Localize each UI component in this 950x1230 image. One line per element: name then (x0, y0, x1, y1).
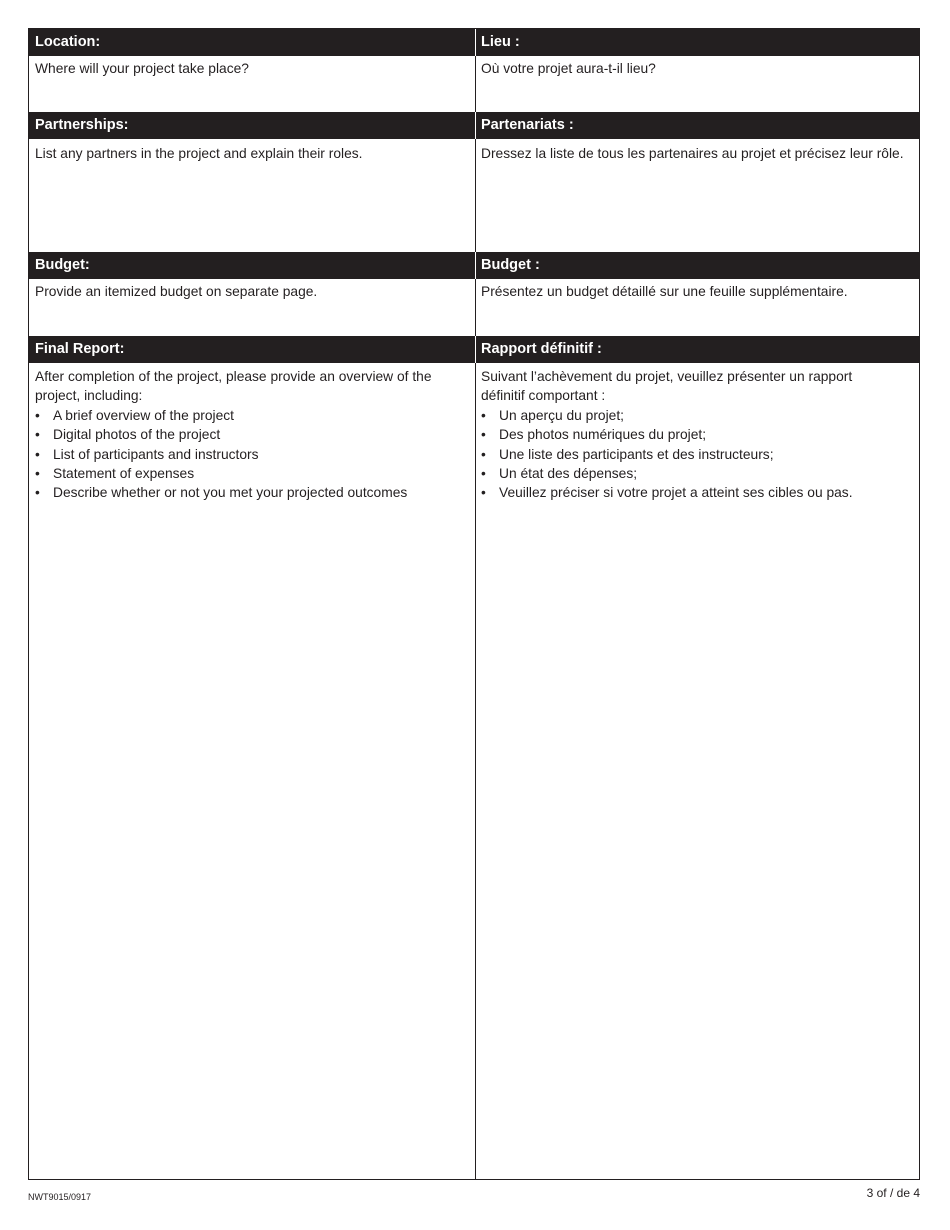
partnerships-prompt-en[interactable]: List any partners in the project and explain their roles. (35, 146, 363, 161)
location-prompt-en[interactable]: Where will your project take place? (35, 61, 249, 76)
budget-prompt-fr[interactable]: Présentez un budget détaillé sur une feuille supplémentaire. (481, 284, 848, 299)
list-item: • Des photos numériques du projet; (481, 425, 917, 444)
column-divider (475, 29, 476, 1179)
list-item: • Veuillez préciser si votre projet a atteint ses cibles ou pas. (481, 483, 917, 502)
list-item: • Digital photos of the project (35, 425, 465, 444)
final-report-list-fr (481, 406, 917, 503)
location-prompt-fr[interactable]: Où votre projet aura-t-il lieu? (481, 61, 656, 76)
list-item: • Describe whether or not you met your projected outcomes (35, 483, 465, 502)
final-report-list-en (35, 406, 465, 503)
partnerships-header (29, 112, 919, 139)
location-label-en: Location: (35, 34, 101, 50)
list-item: • List of participants and instructors (35, 445, 465, 464)
page-number: 3 of / de 4 (866, 1186, 920, 1200)
partnerships-prompt-fr[interactable]: Dressez la liste de tous les partenaires au projet et précisez leur rôle. (481, 146, 904, 161)
final-report-intro-en: After completion of the project, please provide an overview of the project, including: (35, 369, 432, 404)
final-report-intro-fr: Suivant l’achèvement du projet, veuillez présenter un rapport définitif comportant : (481, 369, 853, 404)
partnerships-label-en: Partnerships: (35, 117, 129, 133)
location-header (29, 29, 919, 56)
budget-label-en: Budget: (35, 257, 90, 273)
list-item: • Un aperçu du projet; (481, 406, 917, 425)
final-report-field-fr[interactable] (481, 367, 917, 503)
form-number: NWT9015/0917 (28, 1192, 92, 1202)
final-report-label-en: Final Report: (35, 341, 125, 357)
list-item: • Un état des dépenses; (481, 464, 917, 483)
final-report-label-fr: Rapport définitif : (481, 341, 602, 357)
final-report-field-en[interactable] (35, 367, 465, 503)
location-label-fr: Lieu : (481, 34, 520, 50)
budget-label-fr: Budget : (481, 257, 540, 273)
partnerships-label-fr: Partenariats : (481, 117, 574, 133)
list-item: • A brief overview of the project (35, 406, 465, 425)
list-item: • Une liste des participants et des instructeurs; (481, 445, 917, 464)
budget-prompt-en[interactable]: Provide an itemized budget on separate page. (35, 284, 318, 299)
list-item: • Statement of expenses (35, 464, 465, 483)
budget-header (29, 252, 919, 279)
form-table (28, 28, 920, 1180)
final-report-header (29, 336, 919, 363)
